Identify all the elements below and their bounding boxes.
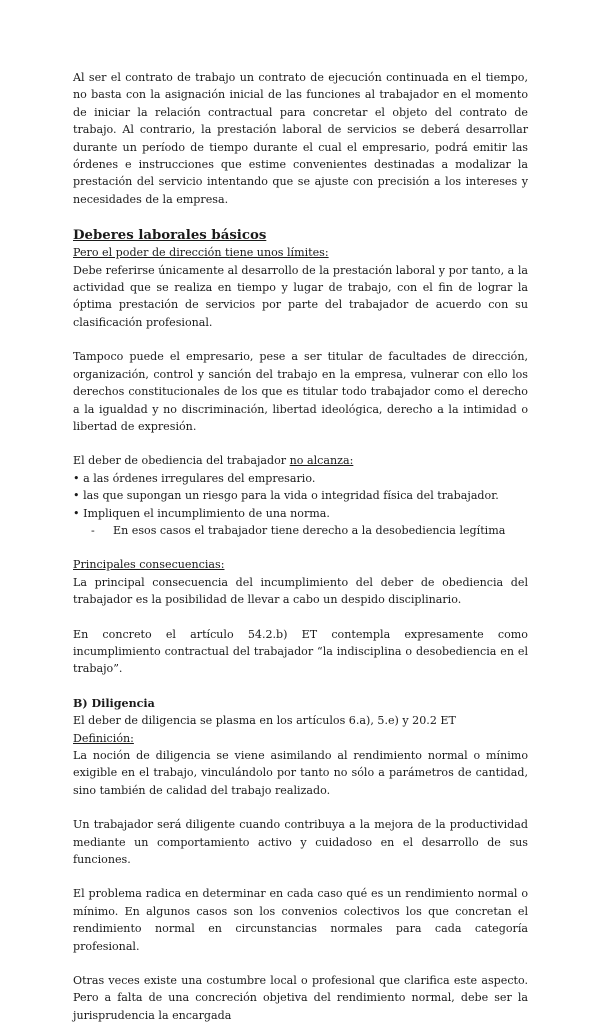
articulo-paragraph: En concreto el artículo 54.2.b) ET contempla expresamente como incumplimiento contractual del trabajador “la indisciplina o desobediencia en el trabajo”. [73, 627, 528, 676]
tampoco-paragraph: Tampoco puede el empresario, pese a ser titular de facultades de dirección, organización, control y sanción del trabajo en la empresa, vulnerar con ello los derechos constitucionales de los que es titular todo trabajador como el derecho a la igualdad y no discriminación, libertad ideológica, derecho a la intimidad o libertad de expresión. [73, 350, 528, 433]
section-title-deberes: Deberes laborales básicos [73, 228, 267, 244]
diligencia-paragraph-3: El problema radica en determinar en cada caso qué es un rendimiento normal o mínimo. En algunos casos son los convenios colectivos los que concretan el rendimiento normal en circunstancias normales para cada categoría profesional. [73, 887, 528, 953]
bullet-item: • Impliquen el incumplimiento de una norma. [73, 506, 330, 520]
section-title-diligencia: B) Diligencia [73, 696, 155, 710]
definicion-paragraph: La noción de diligencia se viene asimilando al rendimiento normal o mínimo exigible en el trabajo, vinculándolo por tanto no sólo a parámetros de cantidad, sino también de calidad del trabajo realizado. [73, 749, 528, 797]
obediencia-bullet-list [73, 470, 528, 522]
limits-paragraph: Debe referirse únicamente al desarrollo de la prestación laboral y por tanto, a la actividad que se realiza en tiempo y lugar de trabajo, con el fin de lograr la óptima prestación de servicios por parte del trabajador de acuerdo con su clasificación profesional. [73, 263, 528, 329]
dash-item [73, 522, 528, 539]
diligencia-paragraph-2: Un trabajador será diligente cuando contribuya a la mejora de la productividad mediante un comportamiento activo y cuidadoso en el desarrollo de sus funciones. [73, 818, 528, 867]
consecuencias-paragraph: La principal consecuencia del incumplimiento del deber de obediencia del trabajador es la posibilidad de llevar a cabo un despido disciplinario. [73, 575, 528, 607]
diligencia-paragraph-4: Otras veces existe una costumbre local o profesional que clarifica este aspecto. Pero a falta de una concreción objetiva del rendimiento normal, debe ser la jurisprudencia la encargada [73, 974, 528, 1022]
consecuencias-heading: Principales consecuencias: [73, 558, 225, 572]
definicion-heading: Definición: [73, 731, 134, 745]
document-body [73, 69, 528, 1024]
limits-heading: Pero el poder de dirección tiene unos límites: [73, 246, 329, 260]
obediencia-line [73, 452, 528, 469]
obediencia-prefix: El deber de obediencia del trabajador [73, 454, 290, 468]
bullet-item: • las que supongan un riesgo para la vida o integridad física del trabajador. [73, 489, 499, 503]
dash-item-text: En esos casos el trabajador tiene derecho a la desobediencia legítima [113, 523, 506, 537]
bullet-item: • a las órdenes irregulares del empresario. [73, 471, 316, 485]
obediencia-underlined: no alcanza: [289, 454, 354, 468]
dash-mark: - [91, 523, 95, 537]
diligencia-intro: El deber de diligencia se plasma en los artículos 6.a), 5.e) y 20.2 ET [73, 714, 456, 728]
intro-paragraph: Al ser el contrato de trabajo un contrato de ejecución continuada en el tiempo, no basta con la asignación inicial de las funciones al trabajador en el momento de iniciar la relación contractual para concretar el objeto del contrato de trabajo. Al contrario, la prestación laboral de servicios se deberá desarrollar durante un período de tiempo durante el cual el empresario, podrá emitir las órdenes e instrucciones que estime convenientes destinadas a modalizar la prestación del servicio intentando que se ajuste con precisión a los intereses y necesidades de la empresa. [73, 71, 528, 206]
